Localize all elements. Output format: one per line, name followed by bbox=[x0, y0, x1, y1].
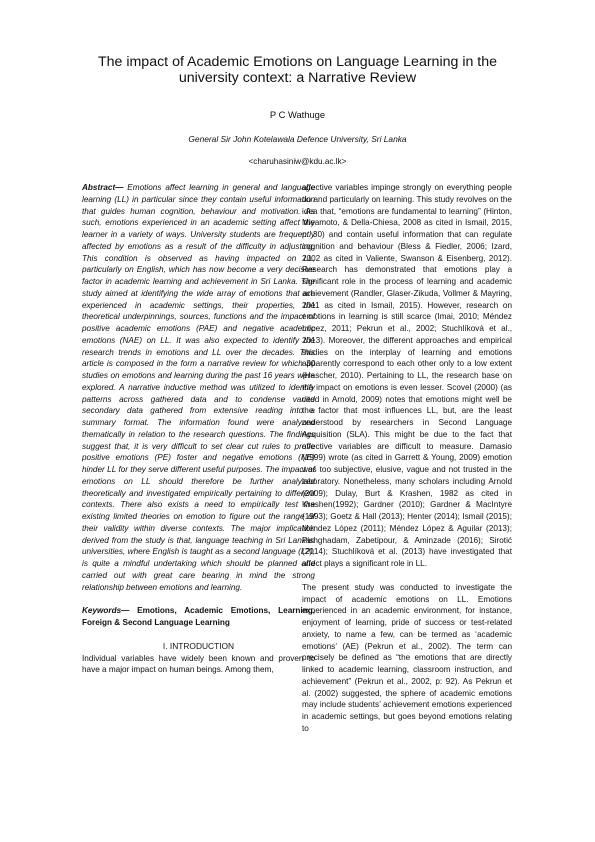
abstract-paragraph bbox=[82, 182, 315, 593]
intro-paragraph-continued: affective variables impinge strongly on everything people do and particularly on learning. This study revolves on the idea that, “emotions are fundamental to learning” (Hinton, Miyamoto, & Della-Chiesa, 2008 as cited in Ismail, 2015, p: 30) and contain useful information that can regulate cognition and behaviour (Bless & Fiedler, 2006; Izard, 2002 as cited in Valiente, Swanson & Eisenberg, 2012). Research has demonstrated that emotions play a significant role in the process of learning and academic achievement (Randler, Glaser-Zikuda, Vollmer & Mayring, 2011 as cited in Ismail, 2015). However, research on emotions in learning is still scarce (Imai, 2010; Méndez López, 2011; Pekrun et al., 2002; Stuchlíková et al., 2013). Moreover, the different approaches and empirical studies on the interplay of learning and emotions apparently correspond to each other only to a low extent (Hascher, 2010). Pertaining to LL, the research base on the impact on emotions is even lesser. Scovel (2000) (as cited in Arnold, 2009) notes that emotions might well be the factor that most influences LL, but, are the least understood by researchers in Second Language Acquisition (SLA). This might be due to the fact that affective variables are difficult to measure. Damasio (1999) wrote (as cited in Garrett & Young, 2009) emotion was too subjective, elusive, vague and not trusted in the laboratory. Nonetheless, many scholars including Arnold (2009); Dulay, Burt & Krashen, 1982 as cited in Krashen(1992); Gardner (2010); Gardner & MacIntyre (1993); Goetz & Hall (2013); Henter (2014); Ismail (2015); Méndez López (2011); Méndez López & Aguilar (2013); Pishghadam, Zabetipour, & Aminzade (2016); Sirotić (2014); Stuchlíková et al. (2013) have investigated that affect plays a significant role in LL. bbox=[302, 183, 512, 568]
section-heading-introduction: I. INTRODUCTION bbox=[162, 640, 235, 651]
abstract-text: Emotions affect learning in general and language learning (LL) in particular since they contain useful information that guides human cognition, behaviour and motivation. As such, emotions experienced in an academic setting affect the learner in a variety of ways. University students are frequently affected by emotions as a result of the difficulty in adjusting. This condition is observed as having impacted on LL, particularly on English, which has now become a very decisive factor in academic learning and achievement in Sri Lanka. The study aimed at identifying the wide array of emotions that are experienced in academic settings, their properties, the theoretical underpinnings, sources, functions and the impact of positive academic emotions (PAE) and negative academic emotions (NAE) on LL. It was also expected to identify the research trends in emotions and LL over the decades. This article is composed in the form a narrative review for which 30 studies on emotions and learning during the past 16 years were explored. A narrative inductive method was utilized to identify patterns across gathered data and to condense varied secondary data gathered from extensive reading into a summary format. The information found were analyzed thematically in relation to the research questions. The findings suggest that, it is very difficult to set clear cut rules to prove positive emotions (PE) foster and negative emotions (NE) hinder LL for they serve different useful purposes. The impact of emotions on LL should therefore be further analyzed theoretically and investigated empirically pertaining to different contexts. There also exists a need to empirically test the existing limited theories on emotion to figure out the range of their validity within diverse contexts. The major implication derived from the study is that, language teaching in Sri Lankan universities, where English is taught as a second language (L2), is quite a mindful undertaking which should be planned and carried out with great care bearing in mind the strong relationship between emotions and learning. bbox=[82, 183, 315, 592]
intro-paragraph-2: The present study was conducted to investigate the impact of academic emotions on LL. Emotions experienced in an academic environment, for instance, enjoyment of learning, pride of success or test-related anxiety, to name a few, can be termed as ‘academic emotions’ (AE) (Pekrun et al., 2002). The term can precisely be defined as “the emotions that are directly linked to academic learning, classroom instruction, and achievement” (Pekrun et al., 2002, p: 92). As Pekrun et al. (2002) suggested, the sphere of academic emotions may include students’ achievement emotions experienced in academic settings, but goes beyond emotions relating to bbox=[302, 582, 512, 733]
right-column bbox=[302, 182, 512, 735]
keywords-label: Keywords— bbox=[82, 606, 130, 616]
author-name: P C Wathuge bbox=[269, 109, 326, 120]
abstract-label: Abstract— bbox=[82, 183, 124, 192]
author-email[interactable]: <charuhasiniw@kdu.ac.lk> bbox=[248, 157, 347, 166]
author-affiliation: General Sir John Kotelawala Defence University, Sri Lanka bbox=[188, 134, 407, 144]
left-column bbox=[82, 182, 315, 676]
keywords-text: Emotions, Academic Emotions, Learning, Foreign & Second Language Learning bbox=[82, 606, 315, 627]
keywords-paragraph bbox=[82, 605, 315, 629]
paper-title: The impact of Academic Emotions on Language Learning in the university context: a Narrative Review bbox=[97, 54, 498, 86]
intro-paragraph-start: Individual variables have widely been known and proven to have a major impact on human beings. Among them, bbox=[82, 653, 315, 675]
